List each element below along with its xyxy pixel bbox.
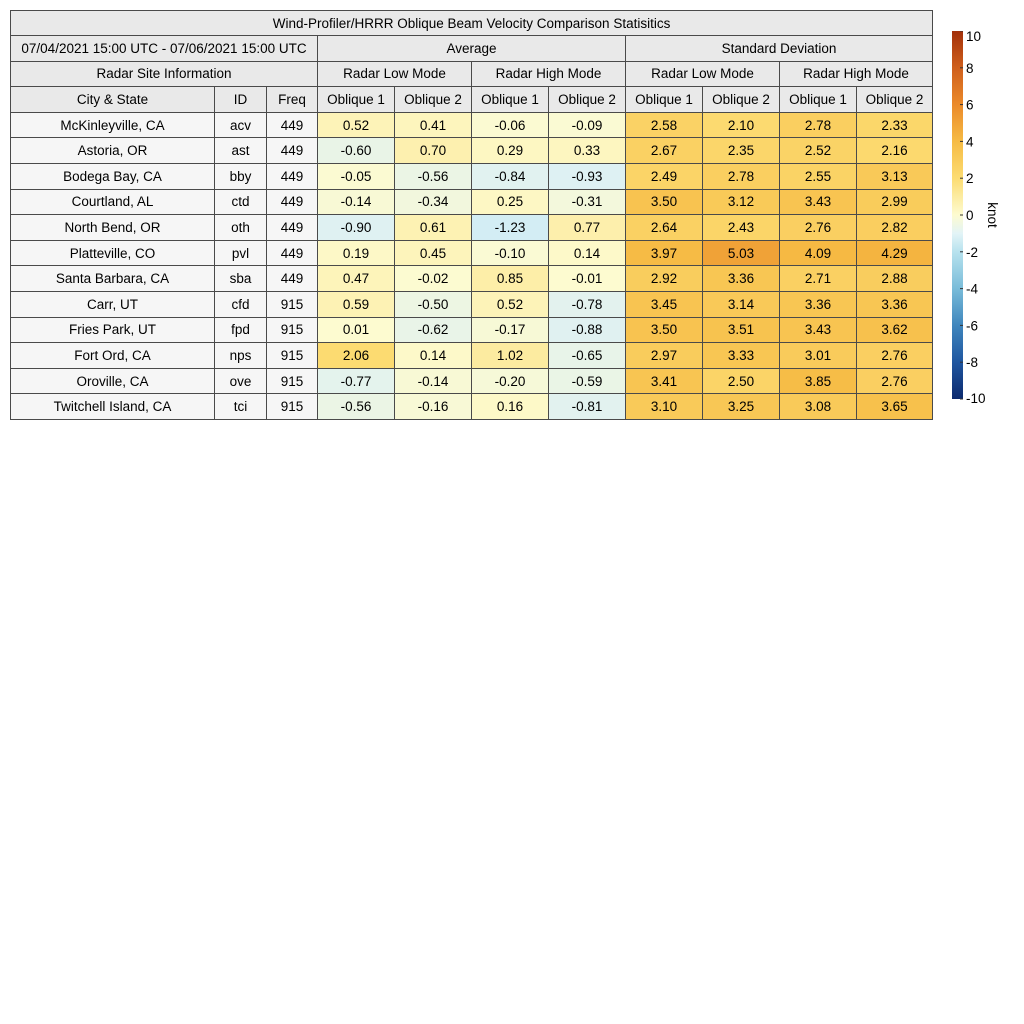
city-cell: Fort Ord, CA: [11, 343, 215, 369]
colorbar-tick-label: -10: [966, 391, 986, 406]
table-row: [11, 394, 933, 420]
average-group-header: Average: [318, 36, 626, 62]
avg-high-mode-header: Radar High Mode: [472, 61, 626, 87]
id-cell: fpd: [215, 317, 267, 343]
freq-column-header: Freq: [267, 87, 318, 113]
std-high-oblique1-cell: 3.43: [780, 189, 857, 215]
avg-low-oblique1-header: Oblique 1: [318, 87, 395, 113]
avg-low-oblique2-header: Oblique 2: [395, 87, 472, 113]
avg-low-oblique1-cell: 0.47: [318, 266, 395, 292]
city-cell: Santa Barbara, CA: [11, 266, 215, 292]
avg-high-oblique1-header: Oblique 1: [472, 87, 549, 113]
std-high-oblique2-cell: 2.99: [857, 189, 933, 215]
avg-low-oblique2-cell: -0.02: [395, 266, 472, 292]
avg-high-oblique2-cell: -0.01: [549, 266, 626, 292]
std-low-oblique1-header: Oblique 1: [626, 87, 703, 113]
avg-high-oblique2-cell: -0.65: [549, 343, 626, 369]
std-high-oblique1-cell: 2.76: [780, 215, 857, 241]
std-low-oblique2-cell: 3.51: [703, 317, 780, 343]
colorbar-tick-label: -8: [966, 355, 979, 371]
colorbar-tick-label: 2: [966, 171, 974, 187]
std-high-oblique2-cell: 3.36: [857, 291, 933, 317]
avg-high-oblique2-cell: 0.33: [549, 138, 626, 164]
comparison-stats-table: [10, 10, 933, 420]
std-low-oblique2-cell: 5.03: [703, 240, 780, 266]
std-low-oblique2-header: Oblique 2: [703, 87, 780, 113]
avg-high-oblique2-cell: -0.59: [549, 368, 626, 394]
std-high-oblique2-cell: 2.33: [857, 112, 933, 138]
std-low-oblique2-cell: 3.14: [703, 291, 780, 317]
std-high-oblique1-cell: 3.43: [780, 317, 857, 343]
std-low-oblique2-cell: 3.12: [703, 189, 780, 215]
id-cell: sba: [215, 266, 267, 292]
std-high-oblique2-cell: 4.29: [857, 240, 933, 266]
freq-cell: 915: [267, 291, 318, 317]
table-row: [11, 291, 933, 317]
table-title: Wind-Profiler/HRRR Oblique Beam Velocity Comparison Statisitics: [11, 11, 933, 36]
avg-low-oblique1-cell: 0.01: [318, 317, 395, 343]
std-high-oblique1-cell: 3.08: [780, 394, 857, 420]
id-cell: tci: [215, 394, 267, 420]
avg-low-oblique1-cell: -0.60: [318, 138, 395, 164]
std-low-mode-header: Radar Low Mode: [626, 61, 780, 87]
std-low-oblique1-cell: 2.67: [626, 138, 703, 164]
freq-cell: 915: [267, 343, 318, 369]
city-cell: Bodega Bay, CA: [11, 163, 215, 189]
avg-high-oblique2-cell: -0.31: [549, 189, 626, 215]
std-low-oblique2-cell: 3.25: [703, 394, 780, 420]
std-high-oblique2-cell: 2.16: [857, 138, 933, 164]
std-low-oblique1-cell: 2.64: [626, 215, 703, 241]
avg-high-oblique1-cell: 0.85: [472, 266, 549, 292]
std-low-oblique2-cell: 2.78: [703, 163, 780, 189]
std-low-oblique1-cell: 3.45: [626, 291, 703, 317]
avg-low-oblique2-cell: -0.34: [395, 189, 472, 215]
avg-high-oblique1-cell: -0.10: [472, 240, 549, 266]
city-cell: Twitchell Island, CA: [11, 394, 215, 420]
site-info-header: Radar Site Information: [11, 61, 318, 87]
std-high-oblique1-cell: 2.78: [780, 112, 857, 138]
std-high-oblique1-cell: 3.85: [780, 368, 857, 394]
id-cell: ast: [215, 138, 267, 164]
std-low-oblique1-cell: 3.10: [626, 394, 703, 420]
freq-cell: 449: [267, 138, 318, 164]
avg-low-oblique2-cell: 0.14: [395, 343, 472, 369]
std-high-oblique2-cell: 3.13: [857, 163, 933, 189]
table-row: [11, 189, 933, 215]
freq-cell: 449: [267, 163, 318, 189]
avg-high-oblique2-cell: -0.81: [549, 394, 626, 420]
std-high-oblique2-cell: 2.76: [857, 343, 933, 369]
city-column-header: City & State: [11, 87, 215, 113]
std-low-oblique2-cell: 2.10: [703, 112, 780, 138]
freq-cell: 449: [267, 240, 318, 266]
table-row: [11, 138, 933, 164]
freq-cell: 449: [267, 112, 318, 138]
avg-low-oblique1-cell: 0.59: [318, 291, 395, 317]
std-high-oblique1-cell: 3.36: [780, 291, 857, 317]
std-high-oblique2-cell: 3.65: [857, 394, 933, 420]
id-cell: nps: [215, 343, 267, 369]
id-cell: pvl: [215, 240, 267, 266]
avg-high-oblique2-cell: -0.09: [549, 112, 626, 138]
std-high-oblique2-cell: 2.88: [857, 266, 933, 292]
std-low-oblique1-cell: 2.92: [626, 266, 703, 292]
freq-cell: 449: [267, 266, 318, 292]
avg-high-oblique1-cell: 1.02: [472, 343, 549, 369]
city-cell: Platteville, CO: [11, 240, 215, 266]
avg-low-oblique2-cell: 0.45: [395, 240, 472, 266]
std-high-oblique2-header: Oblique 2: [857, 87, 933, 113]
table-row: [11, 112, 933, 138]
avg-low-oblique1-cell: -0.14: [318, 189, 395, 215]
id-cell: bby: [215, 163, 267, 189]
avg-low-oblique2-cell: -0.14: [395, 368, 472, 394]
freq-cell: 915: [267, 394, 318, 420]
std-low-oblique2-cell: 2.43: [703, 215, 780, 241]
avg-low-oblique2-cell: -0.62: [395, 317, 472, 343]
avg-high-oblique1-cell: 0.25: [472, 189, 549, 215]
table-row: [11, 368, 933, 394]
avg-low-oblique2-cell: 0.70: [395, 138, 472, 164]
std-high-oblique1-cell: 2.52: [780, 138, 857, 164]
avg-low-oblique1-cell: 0.52: [318, 112, 395, 138]
std-low-oblique2-cell: 2.35: [703, 138, 780, 164]
avg-low-oblique1-cell: 0.19: [318, 240, 395, 266]
city-cell: Carr, UT: [11, 291, 215, 317]
avg-low-oblique2-cell: -0.56: [395, 163, 472, 189]
avg-high-oblique1-cell: -0.17: [472, 317, 549, 343]
avg-low-oblique2-cell: 0.41: [395, 112, 472, 138]
std-high-mode-header: Radar High Mode: [780, 61, 933, 87]
avg-high-oblique1-cell: -0.84: [472, 163, 549, 189]
std-low-oblique1-cell: 3.41: [626, 368, 703, 394]
table-row: [11, 240, 933, 266]
avg-high-oblique1-cell: -1.23: [472, 215, 549, 241]
colorbar-tick-label: 8: [966, 60, 974, 76]
date-range: 07/04/2021 15:00 UTC - 07/06/2021 15:00 UTC: [11, 36, 318, 62]
std-low-oblique1-cell: 3.50: [626, 317, 703, 343]
id-column-header: ID: [215, 87, 267, 113]
avg-low-mode-header: Radar Low Mode: [318, 61, 472, 87]
avg-high-oblique2-cell: 0.77: [549, 215, 626, 241]
city-cell: North Bend, OR: [11, 215, 215, 241]
avg-high-oblique2-header: Oblique 2: [549, 87, 626, 113]
colorbar-tick-label: 6: [966, 97, 974, 113]
std-group-header: Standard Deviation: [626, 36, 933, 62]
std-low-oblique1-cell: 3.50: [626, 189, 703, 215]
city-cell: Fries Park, UT: [11, 317, 215, 343]
id-cell: cfd: [215, 291, 267, 317]
std-high-oblique1-cell: 2.55: [780, 163, 857, 189]
std-low-oblique1-cell: 2.58: [626, 112, 703, 138]
avg-low-oblique1-cell: -0.56: [318, 394, 395, 420]
std-high-oblique2-cell: 2.82: [857, 215, 933, 241]
std-high-oblique1-cell: 4.09: [780, 240, 857, 266]
table-row: [11, 343, 933, 369]
std-low-oblique2-cell: 2.50: [703, 368, 780, 394]
colorbar-tick-label: -2: [966, 244, 979, 260]
std-high-oblique2-cell: 3.62: [857, 317, 933, 343]
std-high-oblique2-cell: 2.76: [857, 368, 933, 394]
colorbar-unit-label: knot: [985, 202, 1000, 228]
avg-low-oblique2-cell: -0.16: [395, 394, 472, 420]
freq-cell: 915: [267, 317, 318, 343]
avg-low-oblique2-cell: 0.61: [395, 215, 472, 241]
avg-high-oblique2-cell: -0.78: [549, 291, 626, 317]
std-low-oblique1-cell: 3.97: [626, 240, 703, 266]
colorbar-tick-label: -6: [966, 318, 979, 334]
avg-low-oblique1-cell: -0.05: [318, 163, 395, 189]
city-cell: Courtland, AL: [11, 189, 215, 215]
avg-low-oblique2-cell: -0.50: [395, 291, 472, 317]
avg-low-oblique1-cell: -0.77: [318, 368, 395, 394]
std-high-oblique1-cell: 2.71: [780, 266, 857, 292]
freq-cell: 449: [267, 215, 318, 241]
table-row: [11, 266, 933, 292]
colorbar-tick-label: 4: [966, 134, 974, 150]
city-cell: Astoria, OR: [11, 138, 215, 164]
avg-high-oblique2-cell: -0.93: [549, 163, 626, 189]
id-cell: ove: [215, 368, 267, 394]
avg-high-oblique1-cell: 0.29: [472, 138, 549, 164]
table-row: [11, 215, 933, 241]
avg-high-oblique1-cell: 0.52: [472, 291, 549, 317]
id-cell: acv: [215, 112, 267, 138]
std-low-oblique1-cell: 2.97: [626, 343, 703, 369]
id-cell: oth: [215, 215, 267, 241]
avg-high-oblique1-cell: 0.16: [472, 394, 549, 420]
std-high-oblique1-header: Oblique 1: [780, 87, 857, 113]
avg-high-oblique1-cell: -0.20: [472, 368, 549, 394]
freq-cell: 449: [267, 189, 318, 215]
std-high-oblique1-cell: 3.01: [780, 343, 857, 369]
colorbar-tick-label: -4: [966, 281, 979, 297]
city-cell: McKinleyville, CA: [11, 112, 215, 138]
std-low-oblique2-cell: 3.33: [703, 343, 780, 369]
avg-low-oblique1-cell: -0.90: [318, 215, 395, 241]
std-low-oblique2-cell: 3.36: [703, 266, 780, 292]
avg-high-oblique2-cell: 0.14: [549, 240, 626, 266]
colorbar-tick-label: 0: [966, 208, 974, 223]
colorbar: [952, 31, 1012, 411]
id-cell: ctd: [215, 189, 267, 215]
freq-cell: 915: [267, 368, 318, 394]
avg-high-oblique2-cell: -0.88: [549, 317, 626, 343]
std-low-oblique1-cell: 2.49: [626, 163, 703, 189]
avg-high-oblique1-cell: -0.06: [472, 112, 549, 138]
colorbar-tick-label: 10: [966, 31, 982, 44]
table-row: [11, 163, 933, 189]
city-cell: Oroville, CA: [11, 368, 215, 394]
avg-low-oblique1-cell: 2.06: [318, 343, 395, 369]
table-row: [11, 317, 933, 343]
